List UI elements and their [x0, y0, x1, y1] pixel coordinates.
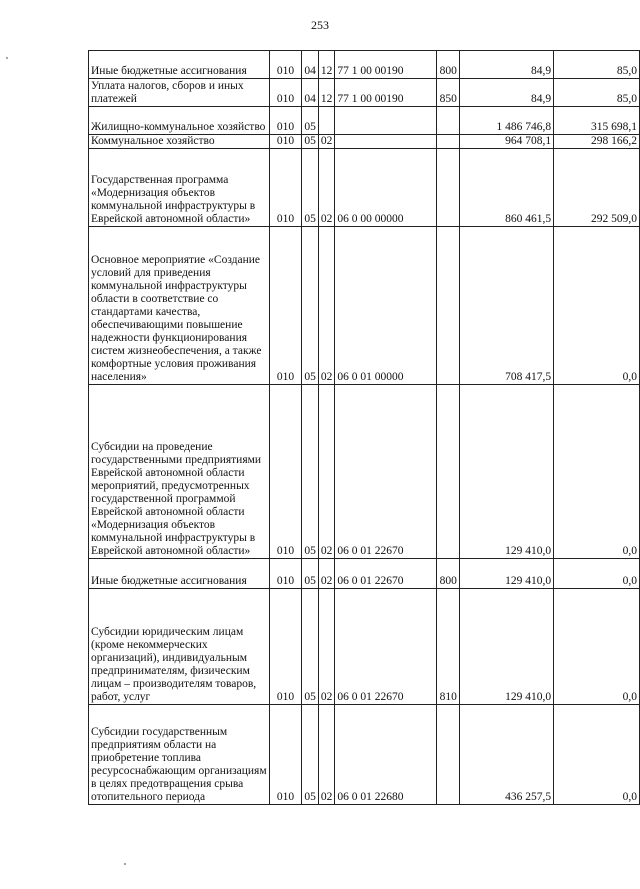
amount-year-2: 292 509,0: [554, 149, 640, 227]
code-subsection: 02: [318, 559, 335, 589]
amount-year-2: 0,0: [554, 559, 640, 589]
amount-year-1: 708 417,5: [460, 227, 554, 385]
row-name: Субсидии на проведение государственными предприятиями Еврейской автономной области мероприятий, предусмотренных государственной программой Еврейской автономной области «Модернизация объектов коммунальной инфраструктуры в Еврейской автономной области»: [89, 385, 270, 559]
code-target-article: 06 0 01 22680: [335, 705, 437, 805]
amount-year-2: 85,0: [554, 79, 640, 107]
code-ved: 010: [269, 589, 302, 705]
table-row: [89, 589, 640, 705]
amount-year-1: 436 257,5: [460, 705, 554, 805]
table-row: [89, 79, 640, 107]
table-row: [89, 559, 640, 589]
amount-year-1: 1 486 746,8: [460, 107, 554, 135]
code-ved: 010: [269, 107, 302, 135]
code-section: 05: [302, 135, 319, 149]
code-expense-type: [437, 149, 460, 227]
code-section: 05: [302, 385, 319, 559]
amount-year-1: 129 410,0: [460, 589, 554, 705]
code-section: 04: [302, 51, 319, 79]
row-name: Коммунальное хозяйство: [89, 135, 270, 149]
code-ved: 010: [269, 51, 302, 79]
code-subsection: 12: [318, 79, 335, 107]
code-expense-type: 800: [437, 559, 460, 589]
page-number: 253: [311, 18, 329, 32]
amount-year-2: 0,0: [554, 705, 640, 805]
code-expense-type: [437, 135, 460, 149]
code-ved: 010: [269, 79, 302, 107]
table-row: [89, 149, 640, 227]
row-name: Иные бюджетные ассигнования: [89, 51, 270, 79]
code-subsection: 02: [318, 135, 335, 149]
amount-year-2: 315 698,1: [554, 107, 640, 135]
row-name: Жилищно-коммунальное хозяйство: [89, 107, 270, 135]
budget-table-body: [89, 51, 640, 805]
table-row: [89, 107, 640, 135]
amount-year-1: 129 410,0: [460, 559, 554, 589]
table-row: [89, 135, 640, 149]
code-expense-type: [437, 227, 460, 385]
code-ved: 010: [269, 385, 302, 559]
code-subsection: 02: [318, 149, 335, 227]
row-name: Иные бюджетные ассигнования: [89, 559, 270, 589]
code-section: 05: [302, 705, 319, 805]
row-name: Субсидии юридическим лицам (кроме некоммерческих организаций), индивидуальным предпринимателям, физическим лицам – производителям товаров, работ, услуг: [89, 589, 270, 705]
amount-year-1: 964 708,1: [460, 135, 554, 149]
code-section: 05: [302, 149, 319, 227]
amount-year-2: 298 166,2: [554, 135, 640, 149]
row-name: Основное мероприятие «Создание условий для приведения коммунальной инфраструктуры области в соответствие со стандартами качества, обеспечивающими повышение надежности функционирования систем жизнеобеспечения, а также комфортные условия проживания населения»: [89, 227, 270, 385]
code-ved: 010: [269, 559, 302, 589]
code-target-article: 06 0 01 22670: [335, 385, 437, 559]
amount-year-1: 860 461,5: [460, 149, 554, 227]
code-target-article: [335, 107, 437, 135]
code-ved: 010: [269, 135, 302, 149]
amount-year-2: 0,0: [554, 385, 640, 559]
amount-year-1: 84,9: [460, 51, 554, 79]
code-section: 05: [302, 559, 319, 589]
table-row: [89, 385, 640, 559]
code-ved: 010: [269, 227, 302, 385]
code-expense-type: [437, 385, 460, 559]
code-expense-type: 850: [437, 79, 460, 107]
code-target-article: 06 0 01 22670: [335, 589, 437, 705]
row-name: Государственная программа «Модернизация объектов коммунальной инфраструктуры в Еврейской автономной области»: [89, 149, 270, 227]
code-target-article: 06 0 01 22670: [335, 559, 437, 589]
scan-speck: [6, 57, 8, 59]
code-section: 05: [302, 589, 319, 705]
code-target-article: 77 1 00 00190: [335, 51, 437, 79]
code-expense-type: 800: [437, 51, 460, 79]
code-subsection: 02: [318, 705, 335, 805]
code-section: 04: [302, 79, 319, 107]
row-name: Субсидии государственным предприятиям области на приобретение топлива ресурсоснабжающим организациям в целях предотвращения срыва отопительного периода: [89, 705, 270, 805]
budget-table: [88, 50, 640, 805]
amount-year-2: 85,0: [554, 51, 640, 79]
code-target-article: [335, 135, 437, 149]
code-target-article: 06 0 01 00000: [335, 227, 437, 385]
scan-speck: [124, 863, 126, 865]
code-expense-type: 810: [437, 589, 460, 705]
code-subsection: 02: [318, 385, 335, 559]
amount-year-2: 0,0: [554, 227, 640, 385]
table-row: [89, 227, 640, 385]
amount-year-1: 84,9: [460, 79, 554, 107]
code-subsection: 02: [318, 589, 335, 705]
code-section: 05: [302, 107, 319, 135]
code-ved: 010: [269, 149, 302, 227]
code-target-article: 06 0 00 00000: [335, 149, 437, 227]
amount-year-1: 129 410,0: [460, 385, 554, 559]
table-row: [89, 705, 640, 805]
code-expense-type: [437, 705, 460, 805]
code-target-article: 77 1 00 00190: [335, 79, 437, 107]
table-row: [89, 51, 640, 79]
code-ved: 010: [269, 705, 302, 805]
code-subsection: [318, 107, 335, 135]
code-expense-type: [437, 107, 460, 135]
amount-year-2: 0,0: [554, 589, 640, 705]
code-subsection: 12: [318, 51, 335, 79]
code-subsection: 02: [318, 227, 335, 385]
code-section: 05: [302, 227, 319, 385]
row-name: Уплата налогов, сборов и иных платежей: [89, 79, 270, 107]
